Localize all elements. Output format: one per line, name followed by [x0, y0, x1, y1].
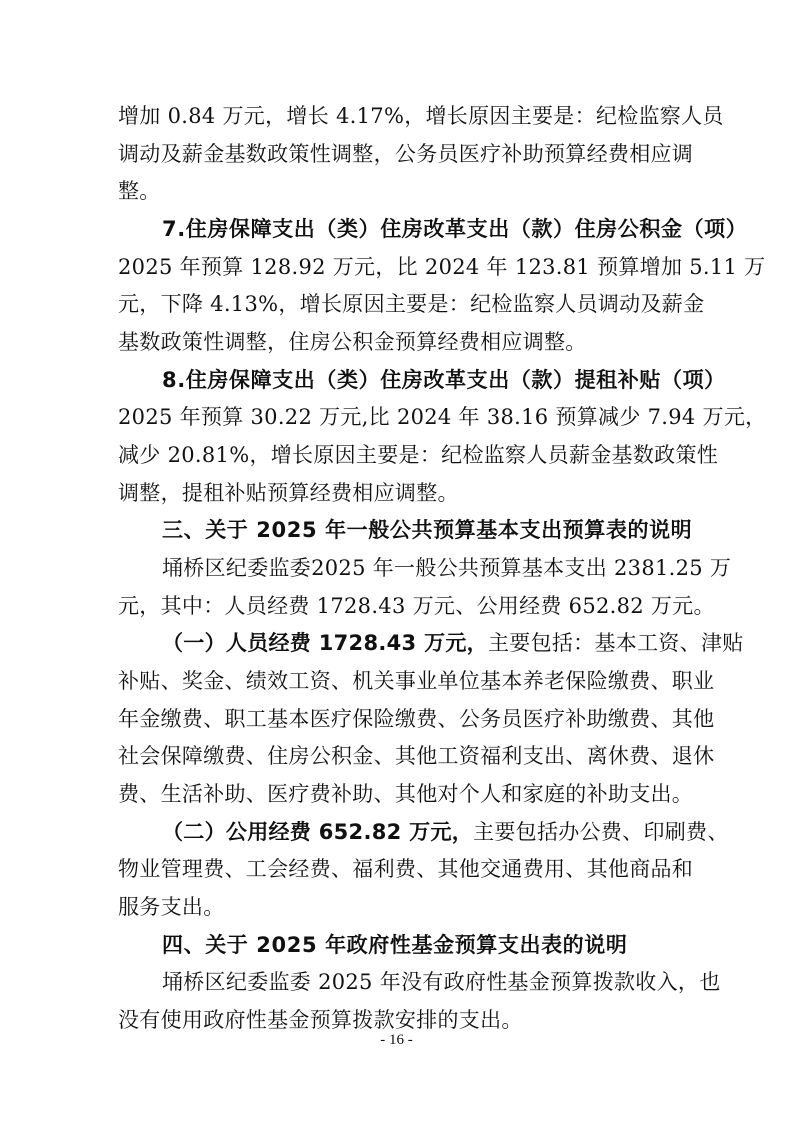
- body-text-line: 减少 20.81%，增长原因主要是：纪检监察人员薪金基数政策性: [118, 443, 719, 467]
- body-text-line: 整。: [118, 179, 161, 203]
- body-text-line: 年金缴费、职工基本医疗保险缴费、公务员医疗补助缴费、其他: [118, 707, 715, 731]
- section-heading-basic-expenditure: 三、关于 2025 年一般公共预算基本支出预算表的说明: [162, 518, 693, 542]
- body-text-line: 调整，提租补贴预算经费相应调整。: [118, 481, 459, 505]
- personnel-expense-line: [162, 623, 744, 663]
- item-heading-housing-fund: 7.住房保障支出（类）住房改革支出（款）住房公积金（项）: [162, 217, 748, 241]
- body-text-line: 费、生活补助、医疗费补助、其他对个人和家庭的补助支出。: [118, 782, 694, 806]
- body-text-line: 2025 年预算 30.22 万元,比 2024 年 38.16 预算减少 7.94 万元，: [118, 405, 767, 429]
- public-expense-line: [162, 812, 729, 852]
- page-number: - 16 -: [380, 1032, 413, 1048]
- personnel-expense-text: 主要包括：基本工资、津贴: [487, 631, 744, 655]
- body-text-line: 补贴、奖金、绩效工资、机关事业单位基本养老保险缴费、职业: [118, 669, 715, 693]
- body-text-line: 2025 年预算 128.92 万元，比 2024 年 123.81 预算增加 5.11 万: [118, 255, 766, 279]
- body-text-line: 物业管理费、工会经费、福利费、其他交通费用、其他商品和: [118, 857, 694, 881]
- personnel-expense-label: （一）人员经费 1728.43 万元，: [162, 631, 488, 655]
- public-expense-label: （二）公用经费 652.82 万元，: [162, 820, 474, 844]
- body-text-line: 基数政策性调整，住房公积金预算经费相应调整。: [118, 330, 587, 354]
- item-heading-rent-subsidy: 8.住房保障支出（类）住房改革支出（款）提租补贴（项）: [162, 368, 726, 392]
- body-text-line: 社会保障缴费、住房公积金、其他工资福利支出、离休费、退休: [118, 744, 715, 768]
- body-text-line: 没有使用政府性基金预算拨款安排的支出。: [118, 1008, 523, 1032]
- body-text-line: 元，其中：人员经费 1728.43 万元、公用经费 652.82 万元。: [118, 594, 715, 618]
- body-text-line: 埇桥区纪委监委2025 年一般公共预算基本支出 2381.25 万: [162, 556, 732, 580]
- section-heading-government-fund: 四、关于 2025 年政府性基金预算支出表的说明: [162, 933, 628, 957]
- body-text-line: 服务支出。: [118, 895, 225, 919]
- public-expense-text: 主要包括办公费、印刷费、: [473, 820, 729, 844]
- body-text-line: 元，下降 4.13%，增长原因主要是：纪检监察人员调动及薪金: [118, 292, 705, 316]
- body-text-line: 增加 0.84 万元，增长 4.17%，增长原因主要是：纪检监察人员: [118, 104, 724, 128]
- body-text-line: 埇桥区纪委监委 2025 年没有政府性基金预算拨款收入，也: [162, 970, 721, 994]
- body-text-line: 调动及薪金基数政策性调整，公务员医疗补助预算经费相应调: [118, 142, 694, 166]
